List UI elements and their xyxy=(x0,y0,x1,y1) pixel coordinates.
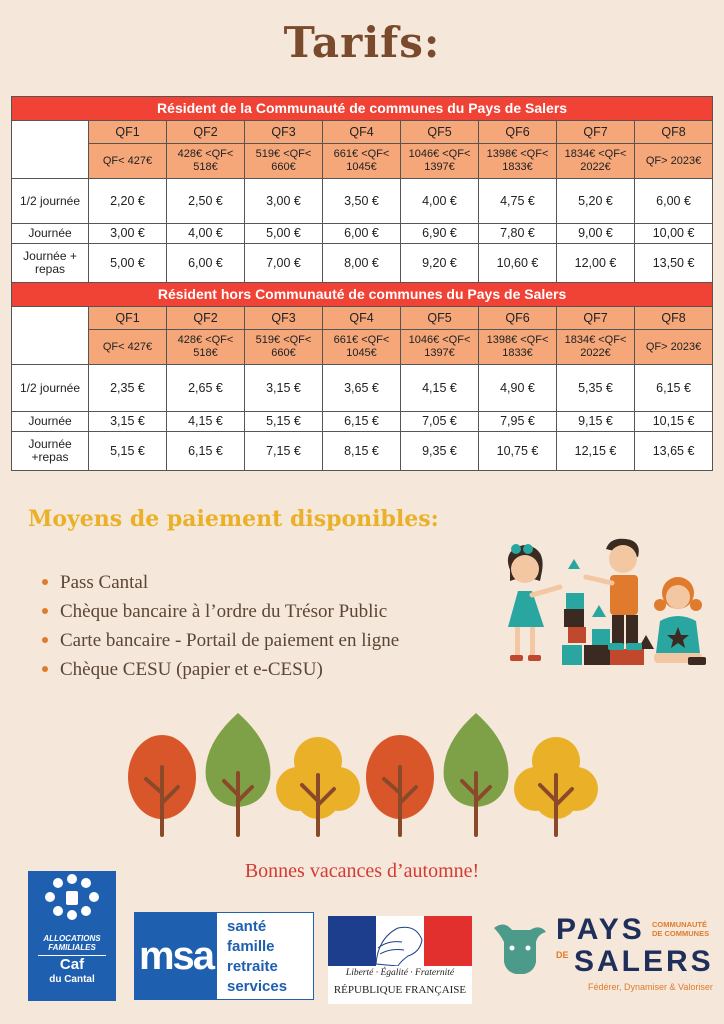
price-cell: 5,15 € xyxy=(245,412,323,432)
price-cell: 9,20 € xyxy=(401,244,479,283)
marianne-icon xyxy=(368,918,432,966)
price-cell: 2,20 € xyxy=(89,179,167,224)
section-heading: Résident de la Communauté de communes du Pays de Salers xyxy=(12,97,713,121)
price-cell: 6,15 € xyxy=(167,432,245,471)
autumn-trees-illustration xyxy=(124,705,600,839)
section-header-row xyxy=(12,97,713,121)
caf-line1: ALLOCATIONS xyxy=(43,934,101,943)
price-cell: 10,15 € xyxy=(635,412,713,432)
qf-label: QF6 xyxy=(479,121,557,144)
greeting-text: Bonnes vacances d’automne! xyxy=(244,860,480,882)
row-label: 1/2 journée xyxy=(12,365,89,412)
row-label: 1/2 journée xyxy=(12,179,89,224)
price-cell: 5,20 € xyxy=(557,179,635,224)
table-row xyxy=(12,365,713,412)
bullet-icon xyxy=(42,637,48,643)
republique-francaise-logo xyxy=(328,916,472,1004)
price-cell: 6,00 € xyxy=(323,224,401,244)
section-header-row xyxy=(12,283,713,307)
price-cell: 4,90 € xyxy=(479,365,557,412)
caf-line2: FAMILIALES xyxy=(48,943,96,952)
price-cell: 3,50 € xyxy=(323,179,401,224)
row-label: Journée +repas xyxy=(12,432,89,471)
price-cell: 2,50 € xyxy=(167,179,245,224)
qf-range-row xyxy=(12,144,713,179)
price-cell: 6,15 € xyxy=(323,412,401,432)
table-row xyxy=(12,432,713,471)
price-cell: 5,00 € xyxy=(245,224,323,244)
price-cell: 6,00 € xyxy=(635,179,713,224)
qf-label: QF5 xyxy=(401,121,479,144)
qf-label: QF5 xyxy=(401,307,479,330)
qf-label: QF2 xyxy=(167,307,245,330)
qf-label: QF1 xyxy=(89,307,167,330)
qf-label: QF7 xyxy=(557,121,635,144)
price-cell: 4,00 € xyxy=(167,224,245,244)
price-cell: 4,75 € xyxy=(479,179,557,224)
qf-range: 519€ <QF< 660€ xyxy=(245,330,323,365)
corner-cell xyxy=(12,307,89,365)
row-label: Journée + repas xyxy=(12,244,89,283)
price-cell: 3,15 € xyxy=(89,412,167,432)
payment-list xyxy=(42,568,399,684)
qf-label-row xyxy=(12,307,713,330)
qf-range: 1046€ <QF< 1397€ xyxy=(401,330,479,365)
caf-name: Caf xyxy=(59,956,85,973)
qf-range: 1398€ <QF< 1833€ xyxy=(479,144,557,179)
bullet-icon xyxy=(42,608,48,614)
list-item: Chèque CESU (papier et e-CESU) xyxy=(42,655,399,684)
list-item: Pass Cantal xyxy=(42,568,399,597)
qf-label: QF2 xyxy=(167,121,245,144)
price-cell: 6,00 € xyxy=(167,244,245,283)
bullet-icon xyxy=(42,666,48,672)
price-cell: 7,05 € xyxy=(401,412,479,432)
republique-name: RÉPUBLIQUE FRANÇAISE xyxy=(333,984,467,996)
price-cell: 9,35 € xyxy=(401,432,479,471)
qf-range: 428€ <QF< 518€ xyxy=(167,144,245,179)
msa-line: services xyxy=(227,978,288,995)
table-row xyxy=(12,179,713,224)
table-row xyxy=(12,412,713,432)
logo-salers: SALERS xyxy=(574,945,714,978)
qf-range: QF> 2023€ xyxy=(635,330,713,365)
logo-pays: PAYS xyxy=(556,913,645,946)
qf-label-row xyxy=(12,121,713,144)
pays-de-salers-logo xyxy=(490,912,716,998)
qf-label: QF6 xyxy=(479,307,557,330)
caf-logo xyxy=(28,871,116,1001)
msa-mark: msa xyxy=(135,913,217,999)
price-cell: 7,15 € xyxy=(245,432,323,471)
msa-line: famille xyxy=(227,938,275,955)
qf-label: QF3 xyxy=(245,307,323,330)
bullet-icon xyxy=(42,579,48,585)
price-cell: 7,00 € xyxy=(245,244,323,283)
qf-label: QF1 xyxy=(89,121,167,144)
row-label: Journée xyxy=(12,224,89,244)
price-cell: 7,95 € xyxy=(479,412,557,432)
price-cell: 10,00 € xyxy=(635,224,713,244)
qf-range: 1046€ <QF< 1397€ xyxy=(401,144,479,179)
list-item: Carte bancaire - Portail de paiement en ligne xyxy=(42,626,399,655)
price-cell: 5,35 € xyxy=(557,365,635,412)
msa-line: santé xyxy=(227,918,267,935)
qf-label: QF4 xyxy=(323,307,401,330)
corner-cell xyxy=(12,121,89,179)
page-title: Tarifs: xyxy=(283,18,441,67)
price-cell: 13,50 € xyxy=(635,244,713,283)
salers-cow-icon xyxy=(490,920,548,976)
price-cell: 12,15 € xyxy=(557,432,635,471)
qf-range-row xyxy=(12,330,713,365)
logo-community-line: DE COMMUNES xyxy=(652,929,710,938)
price-cell: 7,80 € xyxy=(479,224,557,244)
price-cell: 13,65 € xyxy=(635,432,713,471)
qf-range: QF< 427€ xyxy=(89,144,167,179)
caf-sub: du Cantal xyxy=(49,974,95,985)
children-playing-illustration xyxy=(488,535,716,675)
row-label: Journée xyxy=(12,412,89,432)
price-cell: 10,60 € xyxy=(479,244,557,283)
list-item: Chèque bancaire à l’ordre du Trésor Public xyxy=(42,597,399,626)
price-cell: 8,00 € xyxy=(323,244,401,283)
caf-family-icon xyxy=(28,871,116,929)
qf-label: QF8 xyxy=(635,121,713,144)
price-cell: 3,00 € xyxy=(89,224,167,244)
qf-range: 519€ <QF< 660€ xyxy=(245,144,323,179)
logo-de: DE xyxy=(556,950,569,960)
qf-range: 1398€ <QF< 1833€ xyxy=(479,330,557,365)
qf-label: QF8 xyxy=(635,307,713,330)
price-cell: 3,15 € xyxy=(245,365,323,412)
qf-range: 428€ <QF< 518€ xyxy=(167,330,245,365)
price-cell: 4,15 € xyxy=(401,365,479,412)
msa-line: retraite xyxy=(227,958,278,975)
price-cell: 8,15 € xyxy=(323,432,401,471)
price-cell: 4,15 € xyxy=(167,412,245,432)
payment-title: Moyens de paiement disponibles: xyxy=(28,506,439,532)
price-cell: 10,75 € xyxy=(479,432,557,471)
price-cell: 2,35 € xyxy=(89,365,167,412)
price-cell: 4,00 € xyxy=(401,179,479,224)
qf-range: QF< 427€ xyxy=(89,330,167,365)
qf-range: 1834€ <QF< 2022€ xyxy=(557,330,635,365)
table-row xyxy=(12,244,713,283)
price-cell: 3,00 € xyxy=(245,179,323,224)
republique-motto: Liberté · Égalité · Fraternité xyxy=(345,968,455,978)
qf-range: 1834€ <QF< 2022€ xyxy=(557,144,635,179)
qf-label: QF7 xyxy=(557,307,635,330)
price-cell: 6,15 € xyxy=(635,365,713,412)
price-cell: 9,15 € xyxy=(557,412,635,432)
logo-community-line: COMMUNAUTÉ xyxy=(652,920,707,929)
qf-range: 661€ <QF< 1045€ xyxy=(323,330,401,365)
price-cell: 12,00 € xyxy=(557,244,635,283)
qf-range: 661€ <QF< 1045€ xyxy=(323,144,401,179)
qf-range: QF> 2023€ xyxy=(635,144,713,179)
logo-slogan: Fédérer, Dynamiser & Valoriser xyxy=(588,982,713,992)
price-cell: 5,00 € xyxy=(89,244,167,283)
msa-logo xyxy=(134,912,314,1000)
price-cell: 5,15 € xyxy=(89,432,167,471)
qf-label: QF4 xyxy=(323,121,401,144)
table-row xyxy=(12,224,713,244)
tarifs-table xyxy=(11,96,713,471)
price-cell: 2,65 € xyxy=(167,365,245,412)
section-heading: Résident hors Communauté de communes du Pays de Salers xyxy=(12,283,713,307)
price-cell: 9,00 € xyxy=(557,224,635,244)
price-cell: 3,65 € xyxy=(323,365,401,412)
qf-label: QF3 xyxy=(245,121,323,144)
price-cell: 6,90 € xyxy=(401,224,479,244)
